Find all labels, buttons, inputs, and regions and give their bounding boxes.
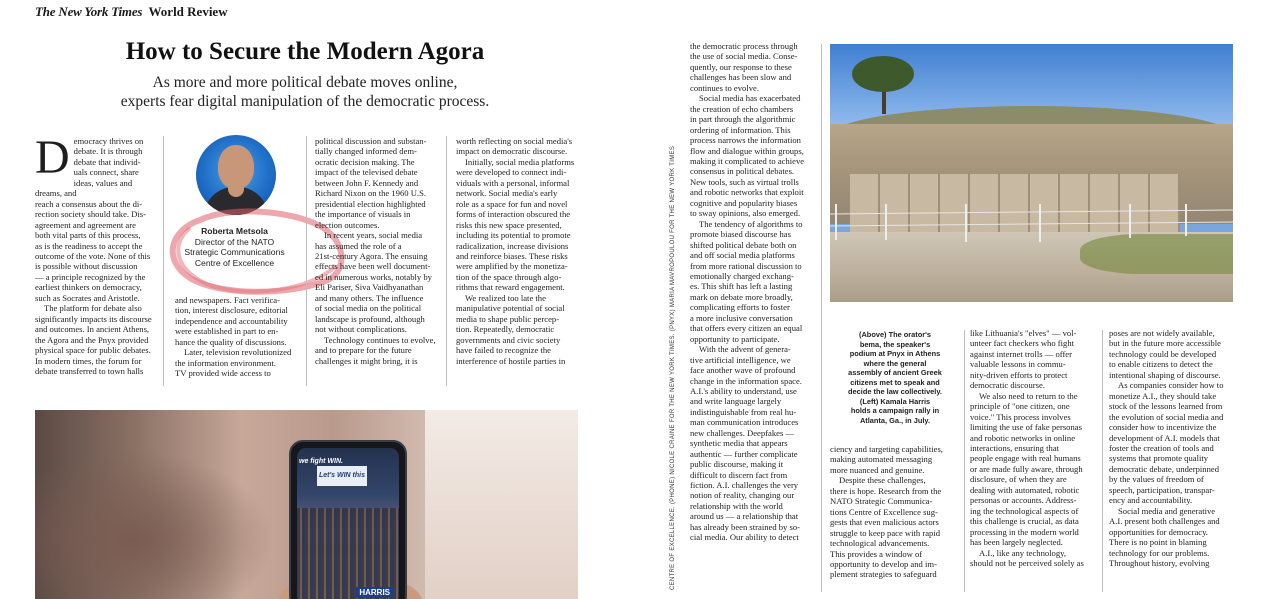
text-line: the information environment. xyxy=(175,357,276,368)
text-line: technological advancements. xyxy=(830,538,930,549)
text-line: to sway opinions, also emerged. xyxy=(690,208,801,219)
article-column-6 xyxy=(830,444,960,594)
text-line: from more rational discussion to xyxy=(690,260,802,271)
text-line: ordering of information. This xyxy=(690,124,791,135)
caption-line: bema, the speaker's xyxy=(859,339,931,349)
text-line: continues to evolve. xyxy=(690,82,759,93)
candidate-sign: HARRIS xyxy=(356,587,393,598)
text-line: As companies consider how to xyxy=(1118,380,1224,391)
text-line: A.I., like any technology, xyxy=(979,547,1067,558)
column-text xyxy=(175,295,300,347)
caption-line: (Left) Kamala Harris xyxy=(859,396,931,406)
text-line: relationship with the world xyxy=(690,500,783,511)
column-text xyxy=(690,219,815,344)
text-line: tion. Repeatedly, democratic xyxy=(456,324,555,335)
caption-line: holds a campaign rally in xyxy=(850,406,940,415)
text-line: Throughout history, evolving xyxy=(1109,557,1210,568)
portrait-face xyxy=(218,145,254,189)
text-line: rithms that reward engagement. xyxy=(456,282,565,293)
text-line: in part through the algorithmic xyxy=(690,114,796,125)
column-text xyxy=(315,136,440,230)
rally-banner: Let's WIN this xyxy=(317,466,367,486)
text-line: shifted political debate both on xyxy=(690,239,797,250)
text-line: cognitive and popularity biases xyxy=(690,197,798,208)
photo-background xyxy=(425,410,578,599)
text-line: against internet trolls — offer xyxy=(970,348,1072,359)
text-line: principle of "one citizen, one xyxy=(970,401,1070,412)
article-column-8 xyxy=(1109,328,1237,594)
text-line: poses are not widely available, xyxy=(1109,328,1215,338)
phone-screen xyxy=(297,448,399,599)
deck-line: As more and more political debate moves online, xyxy=(152,74,458,91)
text-line: political discussion and substan- xyxy=(315,136,427,146)
text-line: mark on debate more broadly, xyxy=(690,291,793,302)
text-line: plement strategies to safeguard xyxy=(830,569,937,580)
photo-background xyxy=(35,450,275,599)
column-text xyxy=(690,93,815,218)
text-line: forms of interaction obscured the xyxy=(456,209,571,220)
text-line: tion of the space through algo- xyxy=(456,271,562,282)
text-line: debate transferred to town halls xyxy=(35,365,144,376)
text-line: interactions, ensuring that xyxy=(970,442,1060,453)
text-line: cial media. Our ability to detect xyxy=(690,532,799,543)
text-line: impact on democratic discourse. xyxy=(456,146,568,157)
text-line: new challenges. Deepfakes — xyxy=(690,427,795,438)
text-line: emocracy thrives on xyxy=(73,136,144,146)
article-column-7 xyxy=(970,328,1098,594)
column-text xyxy=(456,293,581,366)
text-line: Social media and generative xyxy=(1118,505,1216,516)
text-line: debate. It is through xyxy=(73,146,143,157)
text-line: We realized too late the xyxy=(465,292,546,303)
text-line: TV provided wide access to xyxy=(175,368,271,379)
text-line: physical space for public debates. xyxy=(35,345,151,356)
column-text xyxy=(175,347,300,378)
caption-line: where the general xyxy=(863,358,927,368)
text-line: Later, television revolutionized xyxy=(184,347,292,358)
column-text xyxy=(830,475,960,580)
text-line: synthetic media that appears xyxy=(690,438,788,449)
rally-sign-text: we fight WIN. xyxy=(299,458,343,465)
text-line: Eli Pariser, Siva Vaidhyanathan xyxy=(315,282,424,293)
text-line: have failed to recognize the xyxy=(456,345,551,356)
text-line: systems that promote quality xyxy=(1109,453,1209,464)
text-line: like Lithuania's "elves" — vol- xyxy=(970,328,1077,338)
text-line: and robotic networks in online xyxy=(970,432,1076,443)
text-line: the evolution of social media and xyxy=(1109,411,1224,422)
column-text xyxy=(35,303,153,376)
article-headline: How to Secure the Modern Agora xyxy=(125,38,485,65)
column-text xyxy=(970,328,1098,391)
text-line: risks this new space presented, xyxy=(456,219,562,230)
author-caption xyxy=(167,226,302,268)
text-line: New tools, such as virtual trolls xyxy=(690,176,799,187)
text-line: dealing with automated, robotic xyxy=(970,484,1080,495)
text-line: authentic — further complicate xyxy=(690,448,798,459)
text-line: effects have been well document- xyxy=(315,261,431,272)
author-title: Centre of Excellence xyxy=(194,257,275,268)
text-line: face another wave of profound xyxy=(690,365,796,376)
column-text xyxy=(690,41,815,93)
text-line: foster the creation of tools and xyxy=(1109,442,1214,453)
caption-line: Atlanta, Ga., in July. xyxy=(859,415,931,425)
text-line: outcome of the vote. None of this xyxy=(35,250,151,261)
column-text xyxy=(690,344,815,543)
text-line: and many others. The influence xyxy=(315,292,424,303)
text-line: that offers every citizen an equal xyxy=(690,323,803,334)
text-line: and to prepare for the future xyxy=(315,345,412,356)
text-line: both vital parts of this process, xyxy=(35,230,141,241)
text-line: man communication introduces xyxy=(690,417,799,428)
column-text xyxy=(830,444,960,475)
article-deck xyxy=(35,73,575,111)
text-line: and off social media platforms xyxy=(690,250,795,261)
text-line: speech, participation, transpar- xyxy=(1109,484,1215,495)
text-line: change in the information space. xyxy=(690,375,802,386)
text-line: development of A.I. models that xyxy=(1109,432,1220,443)
text-line: governments and civic society xyxy=(456,334,561,345)
text-line: election outcomes. xyxy=(315,219,380,230)
text-line: personas or accounts. Address- xyxy=(970,495,1077,506)
text-line: or are made fully aware, through xyxy=(970,463,1083,474)
column-text xyxy=(456,157,581,293)
text-line: network. Social media's early xyxy=(456,188,558,199)
text-line: around us — a relationship that xyxy=(690,511,799,522)
text-line: between John F. Kennedy and xyxy=(315,177,419,188)
text-line: should not be perceived solely as xyxy=(970,557,1084,568)
text-line: the creation of echo chambers xyxy=(690,103,794,114)
text-line: people engage with real humans xyxy=(970,453,1081,464)
text-line: ocratic decision making. The xyxy=(315,156,415,167)
text-line: ed in numerous works, notably by xyxy=(315,271,432,282)
text-line: valuable lessons in commu- xyxy=(970,359,1066,370)
pnyx-photo xyxy=(830,44,1233,302)
text-line: were developed to connect indi- xyxy=(456,167,567,178)
text-line: democratic discourse. xyxy=(970,380,1045,391)
text-line: tion, interest disclosure, editorial xyxy=(175,305,288,316)
text-line: With the advent of genera- xyxy=(699,344,791,355)
text-line: has been largely neglected. xyxy=(970,537,1063,548)
text-line: process narrows the information xyxy=(690,135,801,146)
text-line: ideas, values and dreams, and xyxy=(35,177,133,199)
text-line: We also need to return to the xyxy=(979,390,1078,401)
text-line: making it complicated to achieve xyxy=(690,155,805,166)
text-line: and robotic networks that exploit xyxy=(690,187,804,198)
text-line: Richard Nixon on the 1960 U.S. xyxy=(315,188,426,199)
text-line: indistinguishable from real hu- xyxy=(690,406,797,417)
text-line: such as Socrates and Aristotle. xyxy=(35,292,140,303)
text-line: media to shape public percep- xyxy=(456,313,560,324)
text-line: processing in the modern world xyxy=(970,526,1079,537)
article-column-3 xyxy=(315,136,440,388)
text-line: and reinforce biases. These risks xyxy=(456,250,568,261)
author-portrait xyxy=(196,135,276,215)
text-line: and write language largely xyxy=(690,396,782,407)
text-line: opportunity to participate. xyxy=(690,333,780,344)
text-line: landscape is profound, although xyxy=(315,313,425,324)
text-line: monetize A.I., they should take xyxy=(1109,390,1217,401)
author-title: Director of the NATO xyxy=(194,236,275,247)
phone xyxy=(289,440,407,599)
text-line: The platform for debate also xyxy=(44,303,142,314)
text-line: has assumed the role of a xyxy=(315,240,402,251)
article-column-1 xyxy=(35,136,153,388)
column-divider xyxy=(163,136,164,386)
text-line: but in the future more accessible xyxy=(1109,338,1221,349)
text-line: independence and accountability xyxy=(175,315,288,326)
text-line: were amplified by the monetiza- xyxy=(456,261,568,272)
text-line: A.I.'s ability to understand, use xyxy=(690,385,797,396)
text-line: voice." This process involves xyxy=(970,411,1071,422)
text-line: difficult to discern fact from xyxy=(690,469,788,480)
crowd xyxy=(297,508,399,599)
text-line: by the values of freedom of xyxy=(1109,474,1204,485)
text-line: were established in part to en- xyxy=(175,326,279,337)
text-line: presidential election highlighted xyxy=(315,198,426,209)
text-line: tive artificial intelligence, we xyxy=(690,354,791,365)
text-line: not without complications. xyxy=(315,324,407,335)
caption-line: (Above) The orator's xyxy=(859,330,931,339)
column-text xyxy=(970,548,1098,569)
text-line: debate that individ- xyxy=(73,156,141,167)
text-line: technology for our problems. xyxy=(1109,547,1210,558)
text-line: quently, our response to these xyxy=(690,61,792,72)
article-column-4 xyxy=(456,136,581,388)
text-line: is possible without discussion xyxy=(35,261,138,272)
text-line: emotionally charged exchang- xyxy=(690,270,794,281)
text-line: including its potential to promote xyxy=(456,230,571,241)
text-line: fiction. A.I. challenges the very xyxy=(690,480,799,491)
column-divider xyxy=(821,44,822,592)
text-line: and outcomes. In ancient Athens, xyxy=(35,324,150,335)
text-line: Technology continues to evolve, xyxy=(324,334,436,345)
text-line: opportunities for democracy. xyxy=(1109,526,1208,537)
text-line: there is hope. Research from the xyxy=(830,485,942,496)
text-line: significantly impacts its discourse xyxy=(35,313,152,324)
column-divider xyxy=(306,136,307,386)
text-line: hance the quality of discussions. xyxy=(175,336,287,347)
text-line: as is the readiness to accept the xyxy=(35,240,143,251)
section-name: World Review xyxy=(148,4,228,19)
author-name: Roberta Metsola xyxy=(201,226,268,236)
text-line: has already been strained by so- xyxy=(690,521,801,532)
text-line: public discourse, making it xyxy=(690,459,784,470)
text-line: the importance of visuals in xyxy=(315,209,411,220)
text-line: role as a space for fun and novel xyxy=(456,198,568,209)
text-line: uals connect, share xyxy=(73,167,139,178)
caption-line: assembly of ancient Greek xyxy=(848,368,942,377)
text-line: agreement and agreement are xyxy=(35,219,136,230)
text-line: flow and dialogue within groups, xyxy=(690,145,804,156)
text-line: the democratic process through xyxy=(690,41,798,51)
text-line: There is no point in blaming xyxy=(1109,537,1207,548)
column-text xyxy=(35,178,153,303)
column-divider xyxy=(446,136,447,386)
text-line: challenges it might bring, it is xyxy=(315,355,418,366)
text-line: manipulative potential of social xyxy=(456,303,565,314)
author-title: Strategic Communications xyxy=(184,247,285,257)
text-line: the Agora and the Pnyx provided xyxy=(35,334,149,345)
column-text xyxy=(456,136,581,157)
photo-caption xyxy=(830,330,960,425)
text-line: In modern times, the forum for xyxy=(35,355,142,366)
deck-line: experts fear digital manipulation of the democratic process. xyxy=(120,93,490,110)
text-line: and newspapers. Fact verifica- xyxy=(175,295,280,305)
text-line: challenges has been slow and xyxy=(690,72,792,83)
text-line: NATO Strategic Communica- xyxy=(830,496,933,507)
text-line: rection society should take. Dis- xyxy=(35,209,146,220)
text-line: consensus in political debates. xyxy=(690,166,795,177)
caption-line: podium at Pnyx in Athens xyxy=(849,349,941,358)
text-line: reach a consensus about the di- xyxy=(35,198,143,209)
newspaper-name: The New York Times xyxy=(35,4,143,19)
text-line: nity-driven efforts to protect xyxy=(970,369,1068,380)
text-line: The tendency of algorithms to xyxy=(699,218,803,229)
column-text xyxy=(1109,506,1237,569)
text-line: radicalization, increase divisions xyxy=(456,240,569,251)
text-line: technology could be developed xyxy=(1109,348,1217,359)
text-line: democratic debate, underpinned xyxy=(1109,463,1219,474)
text-line: Initially, social media platforms xyxy=(465,156,575,167)
rally-photo xyxy=(35,410,578,599)
text-line: more nuanced and genuine. xyxy=(830,464,925,475)
text-line: notion of reality, changing our xyxy=(690,490,795,501)
text-line: worth reflecting on social media's xyxy=(456,136,573,146)
article-column-2 xyxy=(175,295,300,387)
text-line: impact of the televised debate xyxy=(315,167,418,178)
text-line: earliest thinkers on democracy, xyxy=(35,282,142,293)
caption-line: decide the law collectively. xyxy=(848,387,942,396)
article-column-5 xyxy=(690,41,815,591)
text-line: viduals with a personal, informal xyxy=(456,177,570,188)
text-line: es. This shift has left a lasting xyxy=(690,281,793,292)
text-line: intentional shaping of discourse. xyxy=(1109,369,1221,380)
tree-canopy xyxy=(852,56,914,92)
text-line: promote biased discourse has xyxy=(690,229,791,240)
text-line: A.I. present both challenges and xyxy=(1109,516,1220,527)
text-line: Despite these challenges, xyxy=(839,475,926,486)
masthead xyxy=(35,4,228,20)
text-line: opportunity to develop and im- xyxy=(830,558,937,569)
drop-cap: D xyxy=(35,136,70,184)
text-line: of social media on the political xyxy=(315,303,422,314)
text-line: Social media has exacerbated xyxy=(699,93,801,104)
text-line: a more inclusive conversation xyxy=(690,312,793,323)
text-line: ing the technological aspects of xyxy=(970,505,1079,516)
text-line: limiting the use of fake personas xyxy=(970,422,1082,433)
text-line: ency and accountability. xyxy=(1109,495,1193,506)
caption-line: citizens met to speak and xyxy=(850,377,940,387)
fence xyxy=(830,204,1233,244)
column-divider xyxy=(1102,330,1103,592)
text-line: complicating efforts to foster xyxy=(690,302,790,313)
text-line: 21st-century Agora. The ensuing xyxy=(315,250,428,261)
photo-credit: CENTRE OF EXCELLENCE. (PHONE) NICOLE CRAINE FOR THE NEW YORK TIMES. (PNYX) MARIA MAVROPOULOU FOR THE NEW YORK TIMES xyxy=(670,145,676,590)
text-line: interference of hostile parties in xyxy=(456,355,566,366)
text-line: ciency and targeting capabilities, xyxy=(830,444,943,454)
text-line: stock of the lessons learned from xyxy=(1109,401,1223,412)
text-line: struggle to keep pace with rapid xyxy=(830,527,941,538)
text-line: In recent years, social media xyxy=(324,230,423,241)
text-line: unteer fact checkers who fight xyxy=(970,338,1075,349)
column-text xyxy=(1109,328,1237,380)
text-line: consider how to incentivize the xyxy=(1109,422,1217,433)
text-line: disclosure, of when they are xyxy=(970,474,1067,485)
text-line: tially changed informed dem- xyxy=(315,146,417,157)
text-line: making automated messaging xyxy=(830,454,933,465)
column-text xyxy=(315,230,440,335)
text-line: this challenge is crucial, as data xyxy=(970,516,1079,527)
text-line: tions Centre of Excellence sug- xyxy=(830,506,938,517)
text-line: This provides a window of xyxy=(830,548,923,559)
column-text xyxy=(970,391,1098,548)
column-text xyxy=(1109,380,1237,505)
text-line: to enable citizens to detect the xyxy=(1109,359,1213,370)
text-line: — a principle recognized by the xyxy=(35,271,146,282)
column-divider xyxy=(964,330,965,592)
text-line: gests that even malicious actors xyxy=(830,517,939,528)
column-text xyxy=(315,335,440,366)
text-line: the use of social media. Conse- xyxy=(690,51,798,62)
